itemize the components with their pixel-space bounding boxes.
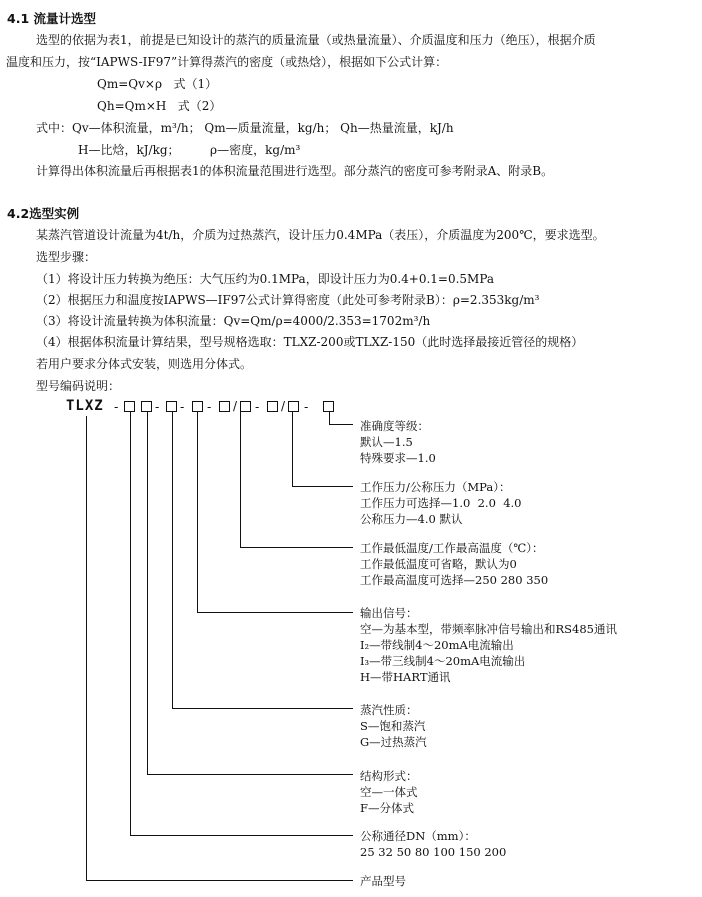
split-type-note: 若用户要求分体式安装，则选用分体式。	[36, 357, 253, 371]
s41-paragraph-line1: 选型的依据为表1，前提是已知设计的蒸汽的质量流量（或热量流量）、介质温度和压力（绝压），根据介质	[36, 33, 596, 47]
code-box-pressure-work	[267, 401, 278, 412]
code-box-accuracy	[323, 401, 334, 412]
leader-structure	[147, 774, 353, 775]
leader-product	[86, 880, 353, 881]
accuracy-special: 特殊要求—1.0	[360, 451, 436, 465]
leader-signal	[197, 412, 198, 613]
model-prefix: TLXZ	[66, 398, 104, 414]
s41-paragraph-line2: 温度和压力，按“IAPWS-IF97”计算得蒸汽的密度（或热焓），根据如下公式计算：	[6, 55, 448, 69]
leader-pressure	[292, 412, 293, 487]
signal-i2: I₂—带线制4～20mA电流输出	[360, 638, 514, 652]
product-title: 产品型号	[360, 874, 406, 888]
code-separator: -	[180, 400, 185, 414]
pressure-title: 工作压力/公称压力（MPa）：	[360, 480, 511, 494]
signal-hart: H—带HART通讯	[360, 670, 451, 684]
dn-values: 25 32 50 80 100 150 200	[360, 845, 507, 859]
code-separator: -	[207, 400, 212, 414]
leader-steam	[172, 708, 353, 709]
signal-basic: 空—为基本型，带频率脉冲信号输出和RS485通讯	[360, 622, 617, 636]
model-code-title: 型号编码说明：	[36, 379, 121, 393]
code-separator: -	[114, 400, 119, 414]
section-4-1-heading: 4.1 流量计选型	[7, 11, 96, 26]
structure-title: 结构形式：	[360, 769, 418, 783]
dn-title: 公称通径DN（mm）：	[360, 829, 476, 843]
code-box-dn-1	[124, 401, 135, 412]
leader-product	[86, 416, 87, 881]
temperature-max: 工作最高温度可选择—250 280 350	[360, 573, 549, 587]
code-separator: -	[304, 400, 309, 414]
step-3: （3）将设计流量转换为体积流量：Qv=Qm/ρ=4000/2.353=1702m³/h	[36, 314, 431, 328]
code-box-structure	[141, 401, 152, 412]
formula-1: Qm=Qv×ρ 式（1）	[97, 77, 218, 91]
code-box-temp-max	[240, 401, 251, 412]
steps-title: 选型步骤：	[36, 250, 97, 264]
leader-steam	[172, 412, 173, 709]
step-4: （4）根据体积流量计算结果，型号规格选取：TLXZ-200或TLXZ-150（此时选择最接近管径的规格）	[36, 335, 584, 349]
code-separator: -	[155, 400, 160, 414]
code-box-temp-min	[219, 401, 230, 412]
temperature-title: 工作最低温度/工作最高温度（℃）：	[360, 541, 544, 555]
temperature-min: 工作最低温度可省略，默认为0	[360, 557, 517, 571]
code-box-signal	[192, 401, 203, 412]
signal-i3: I₃—带三线制4～20mA电流输出	[360, 654, 526, 668]
steam-title: 蒸汽性质：	[360, 703, 418, 717]
accuracy-default: 默认—1.5	[360, 435, 413, 449]
structure-integral: 空—一体式	[360, 785, 418, 799]
steam-superheated: G—过热蒸汽	[360, 735, 427, 749]
code-box-pressure-nominal	[288, 401, 299, 412]
leader-temperature	[240, 412, 241, 548]
step-1: （1）将设计压力转换为绝压：大气压约为0.1MPa，即设计压力为0.4+0.1=0.5MPa	[36, 272, 495, 286]
leader-signal	[197, 612, 353, 613]
steam-saturated: S—饱和蒸汽	[360, 719, 426, 733]
leader-structure	[147, 412, 148, 775]
where-line-2: H—比焓，kJ/kg； ρ—密度，kg/m³	[78, 143, 301, 157]
accuracy-title: 准确度等级：	[360, 419, 429, 433]
leader-pressure	[292, 486, 353, 487]
code-box-steam	[166, 401, 177, 412]
step-2: （2）根据压力和温度按IAPWS—IF97公式计算得密度（此处可参考附录B）：ρ=2.353kg/m³	[36, 293, 540, 307]
s41-paragraph-2: 计算得出体积流量后再根据表1的体积流量范围进行选型。部分蒸汽的密度可参考附录A、附录B。	[36, 164, 554, 178]
where-line-1: 式中：Qv—体积流量，m³/h； Qm—质量流量，kg/h； Qh—热量流量，kJ/h	[36, 121, 454, 135]
leader-dn	[130, 835, 353, 836]
leader-temperature	[240, 547, 353, 548]
formula-2: Qh=Qm×H 式（2）	[97, 99, 222, 113]
code-separator: -	[255, 400, 260, 414]
structure-split: F—分体式	[360, 801, 414, 815]
leader-dn	[130, 412, 131, 836]
signal-title: 输出信号：	[360, 606, 418, 620]
section-4-2-heading: 4.2选型实例	[7, 206, 80, 221]
leader-accuracy	[329, 424, 353, 425]
pressure-options: 工作压力可选择—1.0 2.0 4.0	[360, 496, 522, 510]
code-slash: /	[281, 399, 286, 413]
pressure-nominal: 公称压力—4.0 默认	[360, 512, 463, 526]
s42-paragraph-1: 某蒸汽管道设计流量为4t/h，介质为过热蒸汽，设计压力0.4MPa（表压），介质温度为200℃，要求选型。	[36, 228, 605, 242]
code-slash: /	[233, 399, 238, 413]
